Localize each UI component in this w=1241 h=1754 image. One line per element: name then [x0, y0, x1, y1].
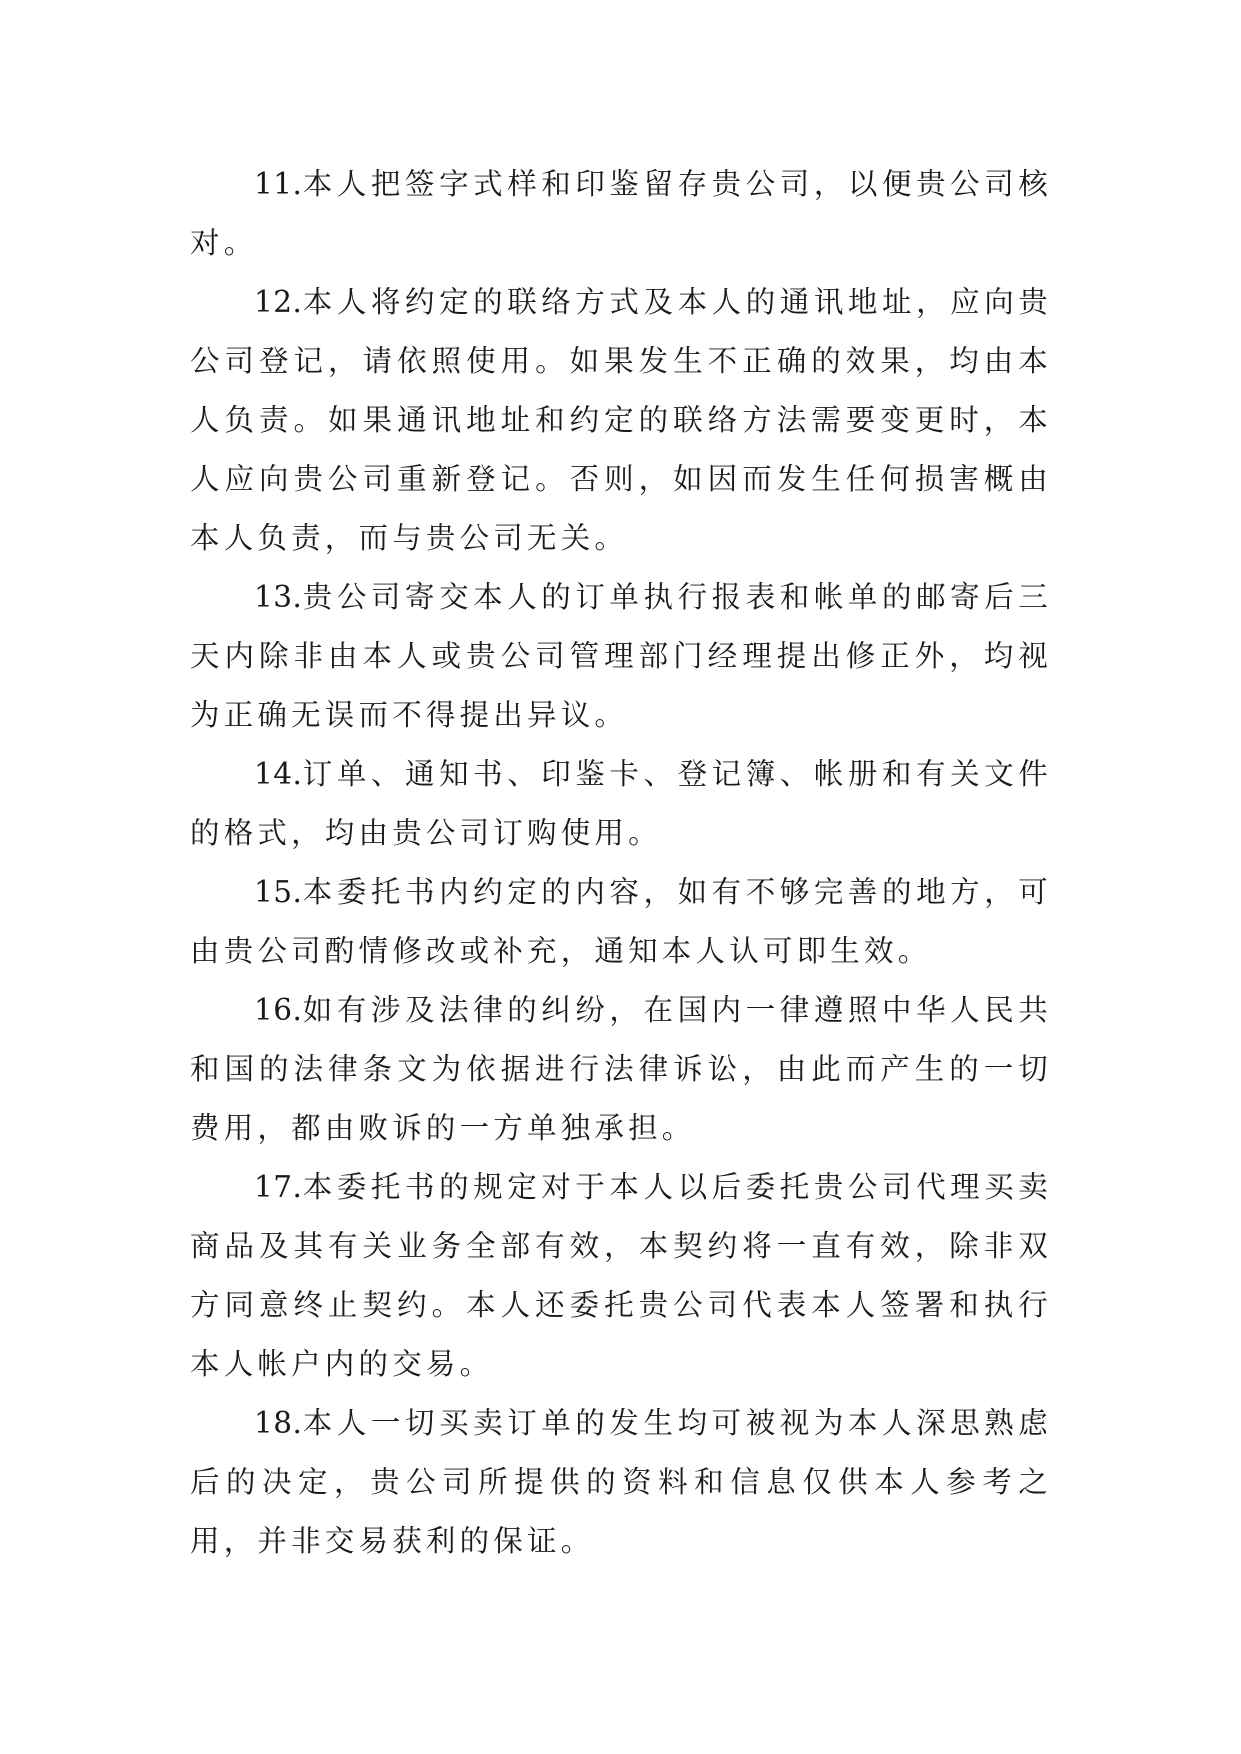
clause-number: 14.: [254, 757, 303, 791]
clause-15: [190, 863, 1052, 981]
clause-number: 13.: [254, 580, 303, 614]
clause-14: [190, 745, 1052, 863]
clause-number: 18.: [254, 1406, 303, 1440]
clause-text: 订单、通知书、印鉴卡、登记簿、帐册和有关文件的格式，均由贵公司订购使用。: [190, 757, 1052, 850]
clause-text: 本委托书的规定对于本人以后委托贵公司代理买卖商品及其有关业务全部有效，本契约将一直有效，除非双方同意终止契约。本人还委托贵公司代表本人签署和执行本人帐户内的交易。: [190, 1170, 1052, 1381]
clause-11: [190, 155, 1052, 273]
clause-text: 本委托书内约定的内容，如有不够完善的地方，可由贵公司酌情修改或补充，通知本人认可即生效。: [190, 875, 1052, 968]
clause-number: 15.: [254, 875, 303, 909]
clause-text: 如有涉及法律的纠纷，在国内一律遵照中华人民共和国的法律条文为依据进行法律诉讼，由此而产生的一切费用，都由败诉的一方单独承担。: [190, 993, 1052, 1145]
clause-number: 17.: [254, 1170, 303, 1204]
clause-16: [190, 981, 1052, 1158]
clause-17: [190, 1158, 1052, 1394]
clause-text: 本人把签字式样和印鉴留存贵公司，以便贵公司核对。: [190, 167, 1052, 260]
clause-18: [190, 1394, 1052, 1571]
clause-number: 11.: [254, 167, 303, 201]
document-body: [190, 155, 1052, 1571]
clause-text: 本人将约定的联络方式及本人的通讯地址，应向贵公司登记，请依照使用。如果发生不正确的效果，均由本人负责。如果通讯地址和约定的联络方法需要变更时，本人应向贵公司重新登记。否则，如因而发生任何损害概由本人负责，而与贵公司无关。: [190, 285, 1052, 555]
clause-13: [190, 568, 1052, 745]
clause-text: 贵公司寄交本人的订单执行报表和帐单的邮寄后三天内除非由本人或贵公司管理部门经理提出修正外，均视为正确无误而不得提出异议。: [190, 580, 1052, 732]
clause-12: [190, 273, 1052, 568]
clause-number: 12.: [254, 285, 303, 319]
clause-number: 16.: [254, 993, 303, 1027]
clause-text: 本人一切买卖订单的发生均可被视为本人深思熟虑后的决定，贵公司所提供的资料和信息仅供本人参考之用，并非交易获利的保证。: [190, 1406, 1052, 1558]
